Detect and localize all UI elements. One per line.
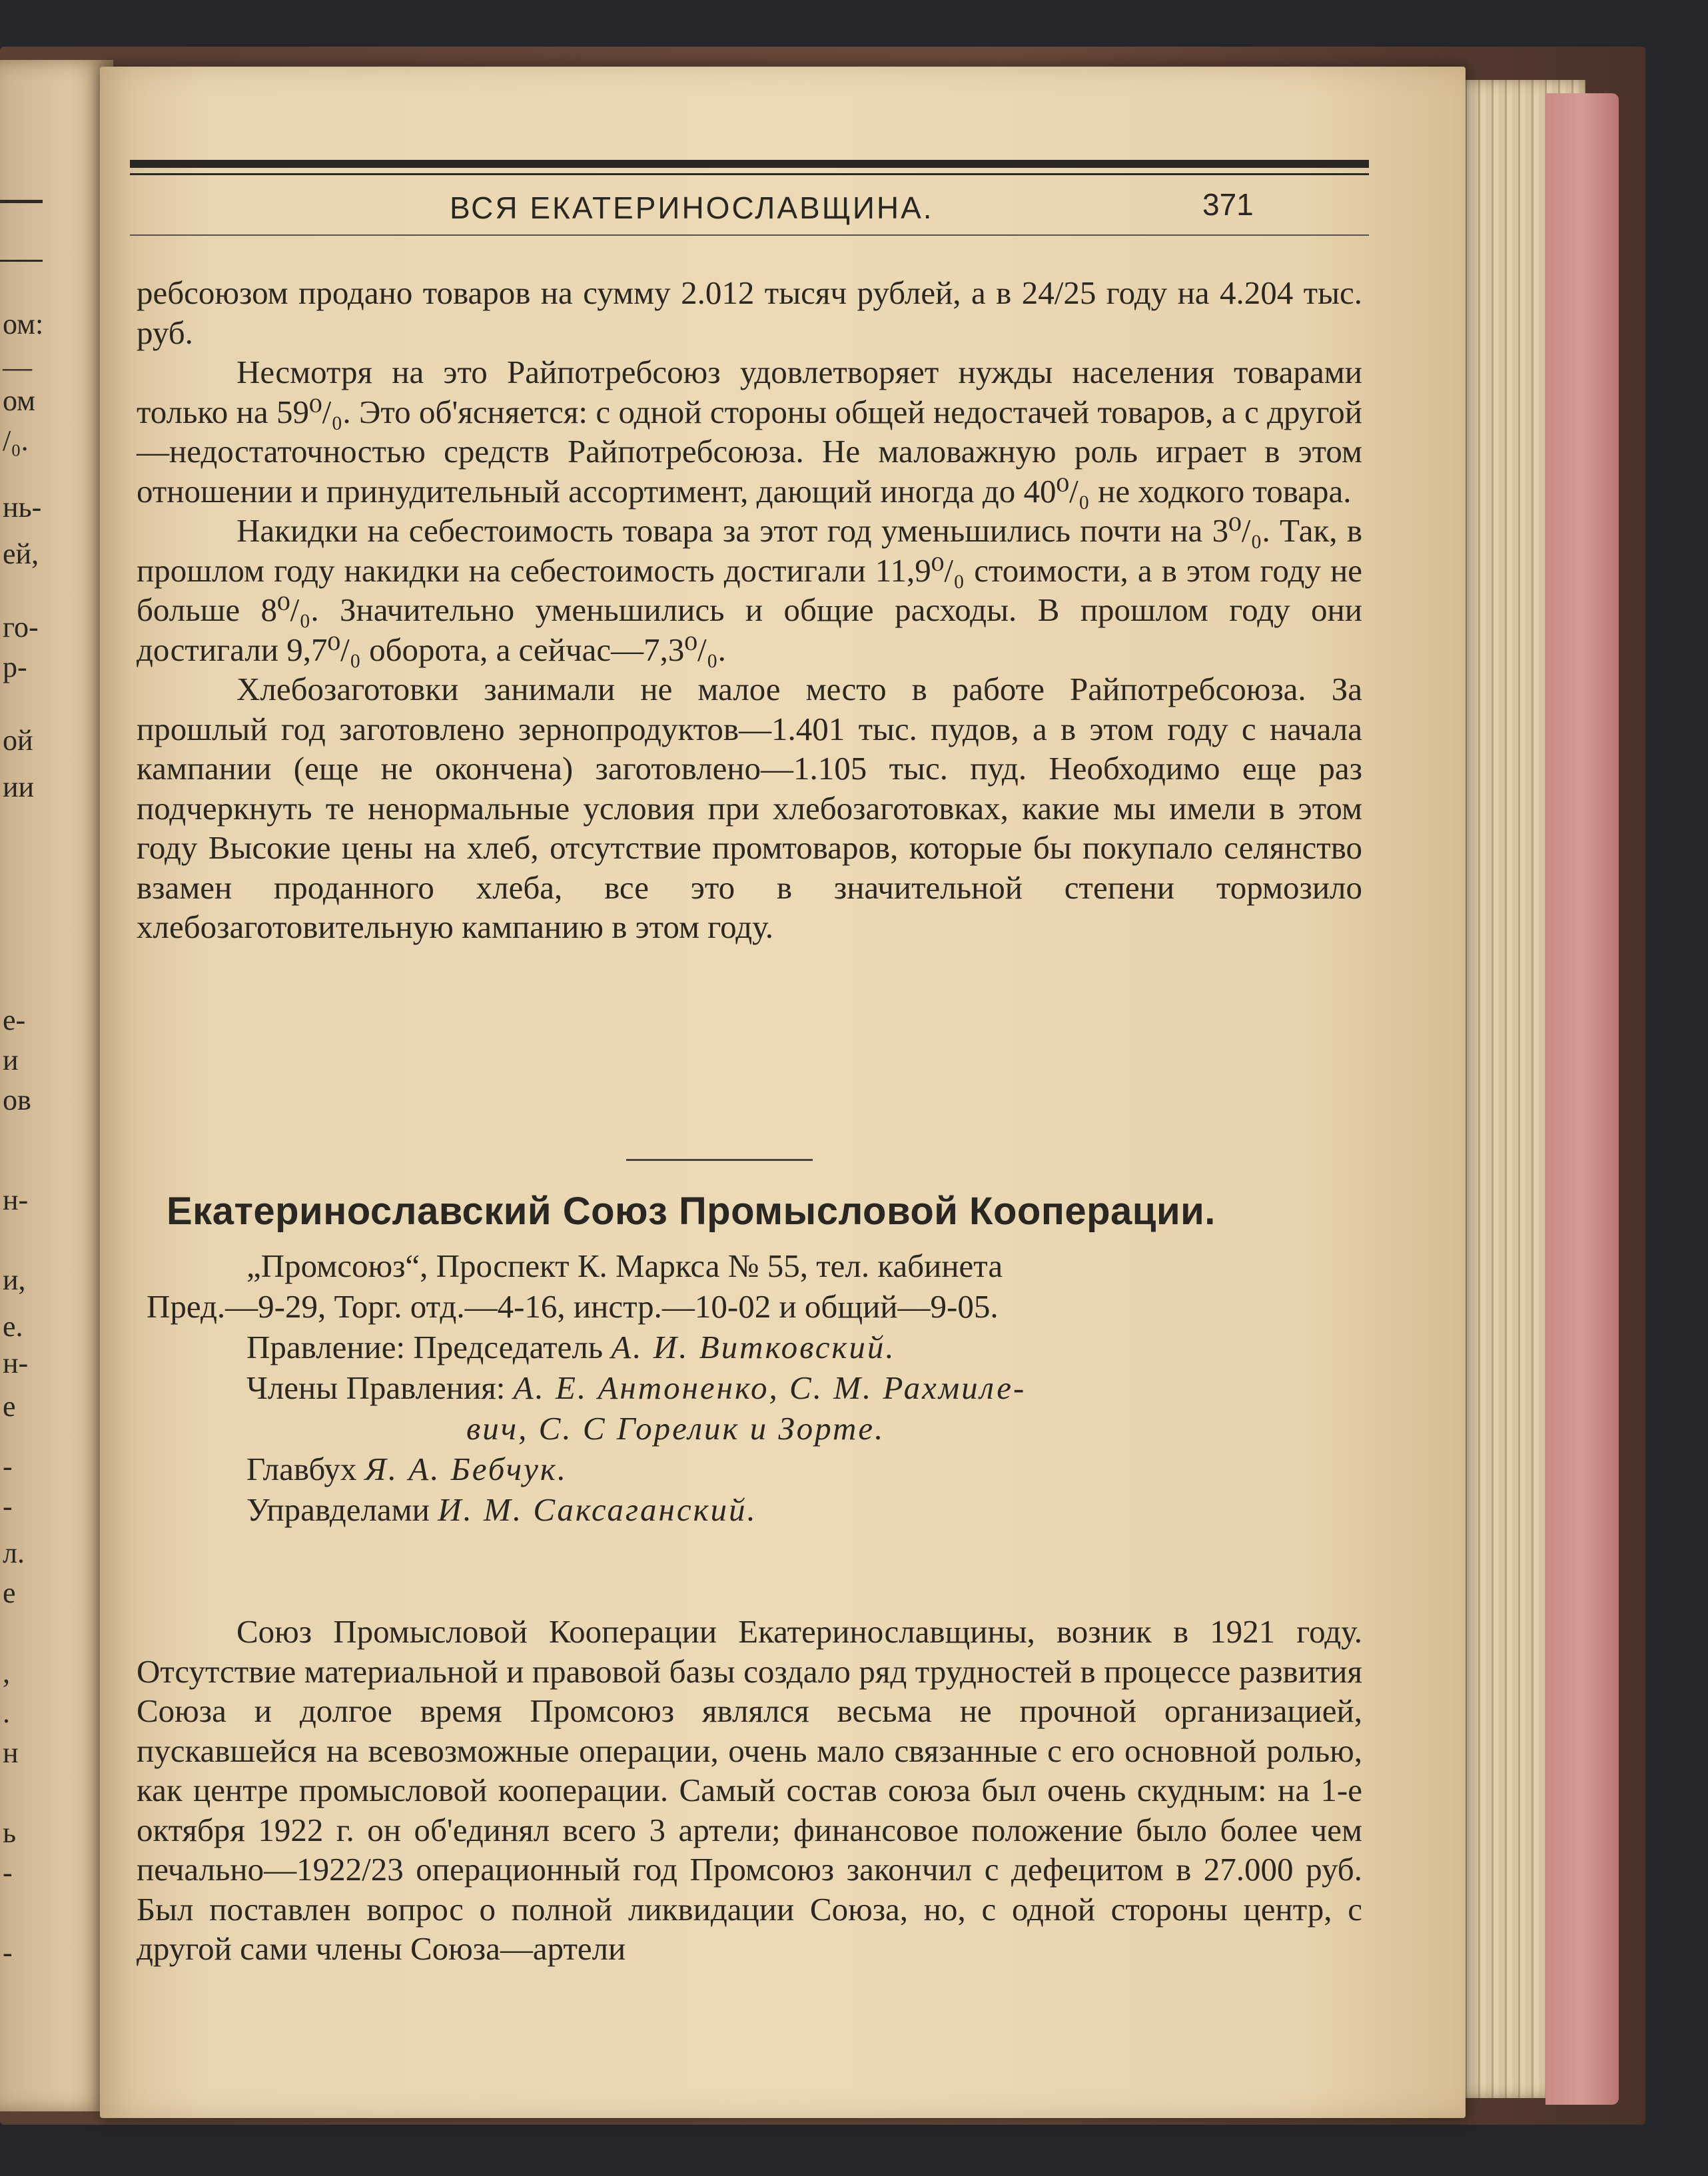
members-line xyxy=(147,1367,1366,1408)
accountant-line xyxy=(147,1449,1366,1489)
left-fragment: - xyxy=(3,1936,13,1969)
left-fragment: - xyxy=(3,1490,13,1523)
header-thick-rule xyxy=(130,160,1369,168)
running-head xyxy=(130,160,1369,233)
running-head-title: ВСЯ ЕКАТЕРИНОСЛАВЩИНА. xyxy=(450,190,934,225)
left-fragment: и xyxy=(3,1044,19,1076)
board-chair: А. И. Витковский. xyxy=(611,1329,896,1365)
left-fragment: и, xyxy=(3,1264,26,1296)
header-bottom-rule xyxy=(130,234,1369,236)
paragraph: Союз Промысловой Кооперации Екатеринославщины, возник в 1921 году. Отсутствие материальной и правовой базы создало ряд трудностей в процессе развития Союза и долгое время Промсоюз являлся весьма не прочной организацией, пускавшейся на всевозможные операции, очень мало связанные с его основной ролью, как центре промысловой кооперации. Самый состав союза был очень скудным: на 1-е октября 1922 г. он об'единял всего 3 артели; финансовое положение было более чем печально—1922/23 операционный год Промсоюз закончил с дефецитом в 27.000 руб. Был поставлен вопрос о полной ликвидации Союза, но, с одной стороны центр, с другой сами члены Союза—артели xyxy=(137,1613,1362,1967)
board-line xyxy=(147,1327,1366,1367)
manager-line xyxy=(147,1489,1366,1530)
paragraph: Накидки на себестоимость товара за этот год уменьшились почти на 3⁰/₀. Так, в прошлом году накидки на себестоимость достигали 11,9⁰/₀ стоимости, а в этом году не больше 8⁰/₀. Значительно уменьшились и общие расходы. В прошлом году они достигали 9,7⁰/₀ оборота, а сейчас—7,3⁰/₀. xyxy=(137,512,1362,668)
left-fragment: ом xyxy=(3,384,36,417)
left-fragment: ь xyxy=(3,1816,17,1849)
left-fragment: н- xyxy=(3,1184,29,1216)
members-label: Члены Правления: xyxy=(246,1369,506,1406)
left-fragment: ом: xyxy=(3,308,44,340)
left-fragment: нь- xyxy=(3,491,42,524)
left-fragment: н xyxy=(3,1736,19,1769)
section-divider xyxy=(626,1159,813,1161)
accountant-label: Главбух xyxy=(246,1451,357,1487)
left-fragment: р- xyxy=(3,651,27,683)
left-fragment: - xyxy=(3,1856,13,1889)
section-heading: Екатеринославский Союз Промысловой Кооперации. xyxy=(167,1190,1216,1233)
left-page-sliver xyxy=(0,60,113,2111)
paragraph: Несмотря на это Райпотребсоюз удовлетворяет нужды населения товарами только на 59⁰/₀. Это об'ясняется: с одной стороны общей недостачей товаров, а с другой—недостаточностью средств Райпотребсоюза. Не маловажную роль играет в этом отношении и принудительный ассортимент, дающий иногда до 40⁰/₀ не ходкого товара. xyxy=(137,354,1362,510)
paragraph: ребсоюзом продано товаров на сумму 2.012 тысяч рублей, а в 24/25 году на 4.204 тыс. руб. xyxy=(137,274,1362,351)
left-fragment: ов xyxy=(3,1084,31,1116)
left-fragment: го- xyxy=(3,611,39,643)
header-thin-rule xyxy=(130,173,1369,175)
left-fragment: , xyxy=(3,1656,10,1689)
left-fragment: е xyxy=(3,1577,16,1609)
manager-label: Управделами xyxy=(246,1491,430,1528)
main-text xyxy=(137,273,1362,947)
left-page-rule xyxy=(0,260,43,262)
left-fragment: е. xyxy=(3,1310,23,1343)
pink-endpaper-edge xyxy=(1545,93,1619,2105)
manager-name: И. М. Саксаганский. xyxy=(438,1491,757,1528)
book-page xyxy=(100,67,1466,2118)
address-line: „Промсоюз“, Проспект К. Маркса № 55, тел. кабинета xyxy=(246,1248,1003,1284)
left-page-rule xyxy=(0,200,43,203)
address-line: Пред.—9-29, Торг. отд.—4-16, инстр.—10-02 и общий—9-05. xyxy=(147,1288,999,1325)
left-fragment: ой xyxy=(3,724,33,757)
left-fragment: . xyxy=(3,1696,10,1729)
paragraph: Хлебозаготовки занимали не малое место в работе Райпотребсоюза. За прошлый год заготовлено зернопродуктов—1.401 тыс. пудов, а в этом году с начала кампании (еще не окончена) заготовлено—1.105 тыс. пуд. Необходимо еще раз подчеркнуть те ненормальные условия при хлебозаготовках, какие мы имели в этом году Высокие цены на хлеб, отсутствие промтоваров, которые бы покупало селянство взамен проданного хлеба, все это в значительной степени тормозило хлебозаготовительную кампанию в этом году. xyxy=(137,671,1362,945)
directory-entry xyxy=(147,1246,1366,1530)
left-fragment: - xyxy=(3,1450,13,1483)
left-fragment: ии xyxy=(3,771,35,803)
board-label: Правление: Председатель xyxy=(246,1329,604,1365)
members-names-continued: вич, С. С Горелик и Зорте. xyxy=(466,1410,885,1447)
accountant-name: Я. А. Бебчук. xyxy=(364,1451,568,1487)
left-fragment: е xyxy=(3,1390,16,1423)
section-body xyxy=(137,1612,1362,1969)
left-fragment: н- xyxy=(3,1347,29,1379)
left-fragment: — xyxy=(3,351,32,384)
left-fragment: л. xyxy=(3,1537,25,1569)
left-fragment: е- xyxy=(3,1004,26,1036)
left-fragment: ей, xyxy=(3,538,39,570)
members-names: А. Е. Антоненко, С. М. Рахмиле- xyxy=(513,1369,1027,1406)
left-fragment: /₀. xyxy=(3,424,29,457)
page-number: 371 xyxy=(1202,187,1254,222)
